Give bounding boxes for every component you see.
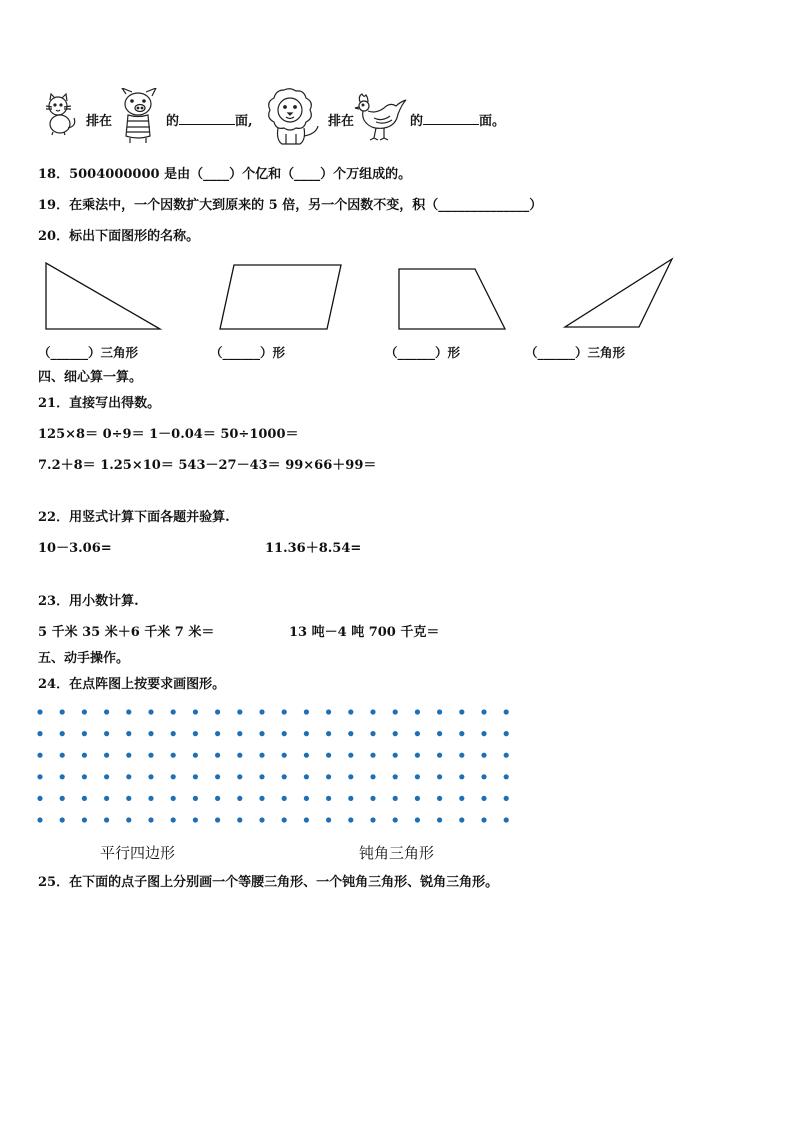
grid-dot[interactable] bbox=[282, 774, 287, 779]
grid-dot[interactable] bbox=[126, 774, 131, 779]
grid-dot[interactable] bbox=[437, 753, 442, 758]
grid-dot[interactable] bbox=[326, 709, 331, 714]
grid-dot[interactable] bbox=[326, 817, 331, 822]
answer-blank-2[interactable] bbox=[423, 112, 479, 125]
grid-dot[interactable] bbox=[326, 753, 331, 758]
grid-dot[interactable] bbox=[148, 709, 153, 714]
grid-dot[interactable] bbox=[193, 709, 198, 714]
grid-dot[interactable] bbox=[481, 796, 486, 801]
grid-dot[interactable] bbox=[370, 753, 375, 758]
trapezoid-figure bbox=[399, 269, 505, 329]
question-18: 18．5004000000 是由（____）个亿和（____）个万组成的。 bbox=[38, 167, 412, 182]
grid-dot[interactable] bbox=[304, 753, 309, 758]
grid-dot[interactable] bbox=[504, 753, 509, 758]
label-obtuse-triangle: 钝角三角形 bbox=[359, 844, 435, 862]
grid-dot[interactable] bbox=[348, 753, 353, 758]
grid-dot[interactable] bbox=[37, 731, 42, 736]
grid-dot[interactable] bbox=[393, 817, 398, 822]
grid-dot[interactable] bbox=[304, 731, 309, 736]
section-5-title: 五、动手操作。 bbox=[38, 651, 130, 666]
grid-dot[interactable] bbox=[393, 796, 398, 801]
grid-dot[interactable] bbox=[393, 753, 398, 758]
grid-dot[interactable] bbox=[126, 753, 131, 758]
grid-dot[interactable] bbox=[370, 731, 375, 736]
grid-dot[interactable] bbox=[259, 796, 264, 801]
grid-dot[interactable] bbox=[304, 709, 309, 714]
parallelogram-figure bbox=[220, 265, 341, 329]
grid-dot[interactable] bbox=[82, 774, 87, 779]
grid-dot[interactable] bbox=[104, 753, 109, 758]
grid-dot[interactable] bbox=[237, 796, 242, 801]
grid-dot[interactable] bbox=[393, 709, 398, 714]
grid-dot[interactable] bbox=[104, 731, 109, 736]
grid-dot[interactable] bbox=[282, 731, 287, 736]
grid-dot[interactable] bbox=[481, 709, 486, 714]
lion-icon bbox=[260, 88, 324, 148]
question-20-title: 20．标出下面图形的名称。 bbox=[38, 229, 200, 244]
grid-dot[interactable] bbox=[126, 709, 131, 714]
grid-dot[interactable] bbox=[370, 796, 375, 801]
question-21-title: 21．直接写出得数。 bbox=[38, 396, 161, 411]
grid-dot[interactable] bbox=[459, 796, 464, 801]
grid-dot[interactable] bbox=[126, 796, 131, 801]
grid-dot[interactable] bbox=[348, 774, 353, 779]
grid-dot[interactable] bbox=[393, 774, 398, 779]
grid-dot[interactable] bbox=[459, 731, 464, 736]
grid-dot[interactable] bbox=[504, 796, 509, 801]
grid-dot[interactable] bbox=[415, 796, 420, 801]
grid-dot[interactable] bbox=[415, 774, 420, 779]
grid-dot[interactable] bbox=[237, 709, 242, 714]
grid-dot[interactable] bbox=[437, 774, 442, 779]
grid-dot[interactable] bbox=[237, 774, 242, 779]
grid-dot[interactable] bbox=[215, 753, 220, 758]
obtuse-triangle-figure bbox=[565, 259, 672, 327]
grid-dot[interactable] bbox=[459, 753, 464, 758]
grid-dot[interactable] bbox=[171, 774, 176, 779]
grid-dot[interactable] bbox=[481, 753, 486, 758]
grid-dot[interactable] bbox=[348, 796, 353, 801]
grid-dot[interactable] bbox=[148, 817, 153, 822]
grid-dot[interactable] bbox=[437, 709, 442, 714]
grid-dot[interactable] bbox=[415, 817, 420, 822]
grid-dot[interactable] bbox=[459, 817, 464, 822]
grid-dot[interactable] bbox=[60, 817, 65, 822]
grid-dot[interactable] bbox=[104, 709, 109, 714]
question-23-title: 23．用小数计算. bbox=[38, 594, 139, 609]
grid-dot[interactable] bbox=[82, 796, 87, 801]
grid-dot[interactable] bbox=[193, 753, 198, 758]
grid-dot[interactable] bbox=[326, 796, 331, 801]
grid-dot[interactable] bbox=[215, 731, 220, 736]
grid-dot[interactable] bbox=[37, 709, 42, 714]
grid-dot[interactable] bbox=[104, 774, 109, 779]
dot-grid[interactable] bbox=[30, 700, 520, 830]
grid-dot[interactable] bbox=[437, 731, 442, 736]
grid-dot[interactable] bbox=[193, 796, 198, 801]
question-22-left: 10－3.06= bbox=[38, 541, 112, 556]
grid-dot[interactable] bbox=[171, 753, 176, 758]
grid-dot[interactable] bbox=[148, 796, 153, 801]
grid-dot[interactable] bbox=[37, 753, 42, 758]
question-23-left: 5 千米 35 米＋6 千米 7 米＝ bbox=[38, 625, 215, 640]
grid-dot[interactable] bbox=[193, 731, 198, 736]
shape-label-1: （______）三角形 bbox=[38, 345, 139, 360]
animal-order-row bbox=[38, 88, 598, 148]
grid-dot[interactable] bbox=[60, 731, 65, 736]
grid-dot[interactable] bbox=[282, 709, 287, 714]
grid-dot[interactable] bbox=[370, 774, 375, 779]
grid-dot[interactable] bbox=[304, 817, 309, 822]
question-21-row-1: 125×8＝ 0÷9＝ 1－0.04＝ 50÷1000＝ bbox=[38, 427, 299, 442]
question-23-right: 13 吨－4 吨 700 千克＝ bbox=[289, 625, 440, 640]
grid-dot[interactable] bbox=[82, 709, 87, 714]
grid-dot[interactable] bbox=[60, 709, 65, 714]
grid-dot[interactable] bbox=[259, 709, 264, 714]
grid-dot[interactable] bbox=[171, 817, 176, 822]
question-19: 19．在乘法中，一个因数扩大到原来的 5 倍，另一个因数不变，积（______________） bbox=[38, 198, 543, 213]
grid-dot[interactable] bbox=[126, 817, 131, 822]
grid-dot[interactable] bbox=[237, 817, 242, 822]
grid-dot[interactable] bbox=[504, 731, 509, 736]
arranged-text-1: 排在 bbox=[86, 114, 113, 129]
grid-dot[interactable] bbox=[481, 817, 486, 822]
grid-dot[interactable] bbox=[148, 753, 153, 758]
kitten-icon bbox=[40, 92, 80, 136]
grid-dot[interactable] bbox=[504, 709, 509, 714]
grid-dot[interactable] bbox=[215, 774, 220, 779]
grid-dot[interactable] bbox=[37, 796, 42, 801]
grid-dot[interactable] bbox=[415, 731, 420, 736]
grid-dot[interactable] bbox=[259, 731, 264, 736]
grid-dot[interactable] bbox=[215, 817, 220, 822]
piglet-icon bbox=[116, 88, 162, 144]
of-text-1: 的 面, bbox=[166, 114, 253, 129]
grid-dot[interactable] bbox=[215, 709, 220, 714]
grid-dot[interactable] bbox=[193, 774, 198, 779]
grid-dot[interactable] bbox=[459, 774, 464, 779]
grid-dot[interactable] bbox=[437, 817, 442, 822]
grid-dot[interactable] bbox=[481, 731, 486, 736]
grid-dot[interactable] bbox=[348, 731, 353, 736]
grid-dot[interactable] bbox=[304, 796, 309, 801]
grid-dot[interactable] bbox=[259, 774, 264, 779]
question-21-row-2: 7.2＋8＝ 1.25×10＝ 543－27－43＝ 99×66＋99＝ bbox=[38, 458, 377, 473]
grid-dot[interactable] bbox=[37, 774, 42, 779]
grid-dot[interactable] bbox=[171, 796, 176, 801]
of-text-2: 的 面。 bbox=[410, 114, 506, 129]
shape-label-4: （______）三角形 bbox=[525, 345, 626, 360]
grid-dot[interactable] bbox=[370, 817, 375, 822]
grid-dot[interactable] bbox=[481, 774, 486, 779]
grid-dot[interactable] bbox=[82, 731, 87, 736]
grid-dot[interactable] bbox=[459, 709, 464, 714]
grid-dot[interactable] bbox=[259, 753, 264, 758]
label-parallelogram: 平行四边形 bbox=[100, 844, 176, 862]
grid-dot[interactable] bbox=[415, 753, 420, 758]
section-4-title: 四、细心算一算。 bbox=[38, 370, 143, 385]
grid-dot[interactable] bbox=[370, 709, 375, 714]
grid-dot[interactable] bbox=[60, 774, 65, 779]
grid-dot[interactable] bbox=[326, 774, 331, 779]
grid-dot[interactable] bbox=[148, 731, 153, 736]
grid-dot[interactable] bbox=[304, 774, 309, 779]
grid-dot[interactable] bbox=[60, 753, 65, 758]
grid-dot[interactable] bbox=[259, 817, 264, 822]
grid-dot[interactable] bbox=[348, 709, 353, 714]
grid-dot[interactable] bbox=[171, 731, 176, 736]
shape-figures-canvas bbox=[0, 255, 794, 335]
grid-dot[interactable] bbox=[215, 796, 220, 801]
grid-dot[interactable] bbox=[282, 753, 287, 758]
grid-dot[interactable] bbox=[348, 817, 353, 822]
grid-dot[interactable] bbox=[82, 817, 87, 822]
grid-dot[interactable] bbox=[415, 709, 420, 714]
grid-dot[interactable] bbox=[60, 796, 65, 801]
right-triangle-figure bbox=[46, 263, 160, 329]
question-22-title: 22．用竖式计算下面各题并验算. bbox=[38, 510, 230, 525]
grid-dot[interactable] bbox=[282, 796, 287, 801]
grid-dot[interactable] bbox=[193, 817, 198, 822]
grid-dot[interactable] bbox=[437, 796, 442, 801]
grid-dot[interactable] bbox=[126, 731, 131, 736]
shape-label-3: （______）形 bbox=[385, 345, 461, 360]
question-25-title: 25．在下面的点子图上分别画一个等腰三角形、一个钝角三角形、锐角三角形。 bbox=[38, 875, 499, 890]
question-22-right: 11.36＋8.54= bbox=[265, 541, 362, 556]
grid-dot[interactable] bbox=[326, 731, 331, 736]
grid-dot[interactable] bbox=[82, 753, 87, 758]
grid-dot[interactable] bbox=[237, 731, 242, 736]
arranged-text-2: 排在 bbox=[328, 114, 355, 129]
grid-dot[interactable] bbox=[393, 731, 398, 736]
grid-dot[interactable] bbox=[104, 817, 109, 822]
answer-blank-1[interactable] bbox=[179, 112, 235, 125]
grid-dot[interactable] bbox=[104, 796, 109, 801]
grid-dot[interactable] bbox=[504, 817, 509, 822]
shape-label-2: （______）形 bbox=[210, 345, 286, 360]
grid-dot[interactable] bbox=[37, 817, 42, 822]
grid-dot[interactable] bbox=[148, 774, 153, 779]
hen-icon bbox=[350, 92, 408, 142]
question-24-title: 24．在点阵图上按要求画图形。 bbox=[38, 677, 226, 692]
grid-dot[interactable] bbox=[504, 774, 509, 779]
grid-dot[interactable] bbox=[282, 817, 287, 822]
grid-dot[interactable] bbox=[171, 709, 176, 714]
grid-dot[interactable] bbox=[237, 753, 242, 758]
